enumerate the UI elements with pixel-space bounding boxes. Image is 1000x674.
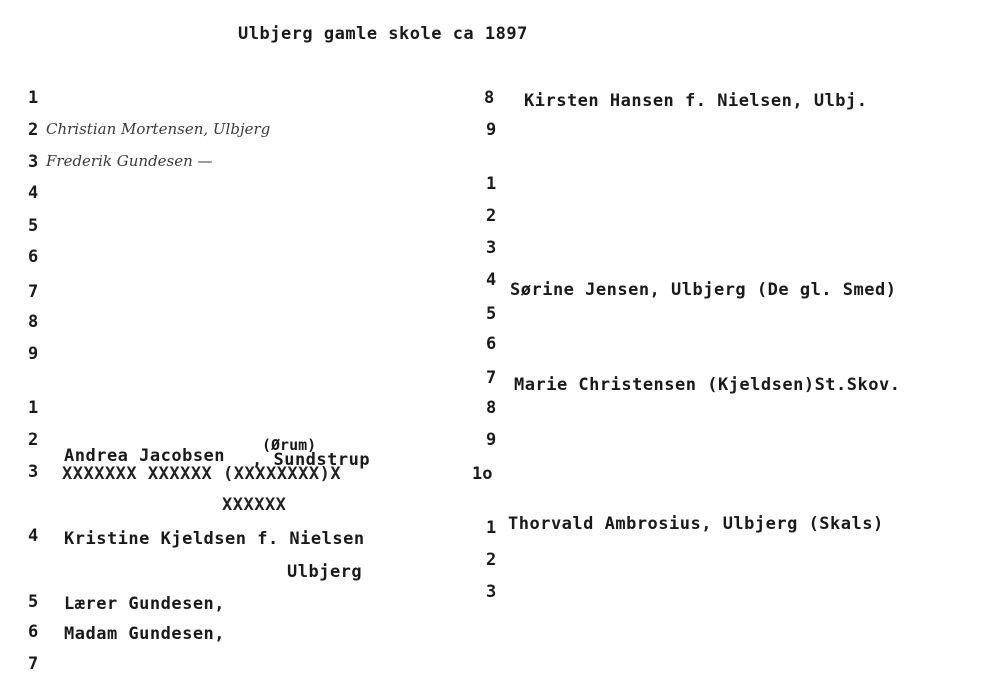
left-number: 7: [28, 654, 39, 674]
right-number: 1: [486, 174, 497, 194]
entry-name: Lærer Gundesen,: [64, 594, 226, 614]
left-number: 1: [28, 398, 39, 418]
left-number: 3: [28, 152, 39, 172]
entry-name: Madam Gundesen,: [64, 624, 226, 644]
left-number: 5: [28, 216, 39, 236]
right-number: 9: [486, 430, 497, 450]
right-number: 3: [486, 238, 497, 258]
right-number: 1: [486, 518, 497, 538]
right-number: 2: [486, 550, 497, 570]
handwritten-entry: Frederik Gundesen —: [46, 152, 213, 170]
left-number: 7: [28, 282, 39, 302]
entry-name: Kristine Kjeldsen f. Nielsen: [64, 529, 365, 549]
left-number: 3: [28, 462, 39, 482]
right-number: 4: [486, 270, 497, 290]
entry-name: Kirsten Hansen f. Nielsen, Ulbj.: [524, 91, 868, 111]
right-number: 8: [486, 398, 497, 418]
left-number: 8: [28, 312, 39, 332]
handwritten-entry: Christian Mortensen, Ulbjerg: [46, 120, 271, 138]
left-number: 2: [28, 120, 39, 140]
left-number: 1: [28, 88, 39, 108]
right-number: 1o: [472, 464, 493, 484]
entry-name: Sørine Jensen, Ulbjerg (De gl. Smed): [510, 280, 897, 300]
right-number: 9: [486, 120, 497, 140]
right-number: 8: [484, 88, 495, 108]
entry-name: Andrea Jacobsen: [64, 446, 226, 466]
entry-name: Marie Christensen (Kjeldsen)St.Skov.: [514, 375, 901, 395]
left-number: 6: [28, 622, 39, 642]
struck-text: XXXXXXX XXXXXX (XXXXXXXX)X: [62, 464, 342, 484]
left-number: 2: [28, 430, 39, 450]
left-number: 4: [28, 183, 39, 203]
page-title: Ulbjerg gamle skole ca 1897: [238, 24, 528, 44]
left-number: 5: [28, 592, 39, 612]
right-number: 3: [486, 582, 497, 602]
entry-superscript: (Ørum): [262, 436, 317, 454]
right-number: 6: [486, 334, 497, 354]
left-number: 6: [28, 247, 39, 267]
right-number: 7: [486, 368, 497, 388]
struck-text: XXXXXX: [222, 495, 287, 515]
left-number: 9: [28, 344, 39, 364]
entry-name: Thorvald Ambrosius, Ulbjerg (Skals): [508, 514, 884, 534]
right-number: 5: [486, 304, 497, 324]
left-number: 4: [28, 526, 39, 546]
entry-place: , Sundstrup: [252, 450, 371, 470]
entry-place: Ulbjerg: [287, 562, 363, 582]
right-number: 2: [486, 206, 497, 226]
